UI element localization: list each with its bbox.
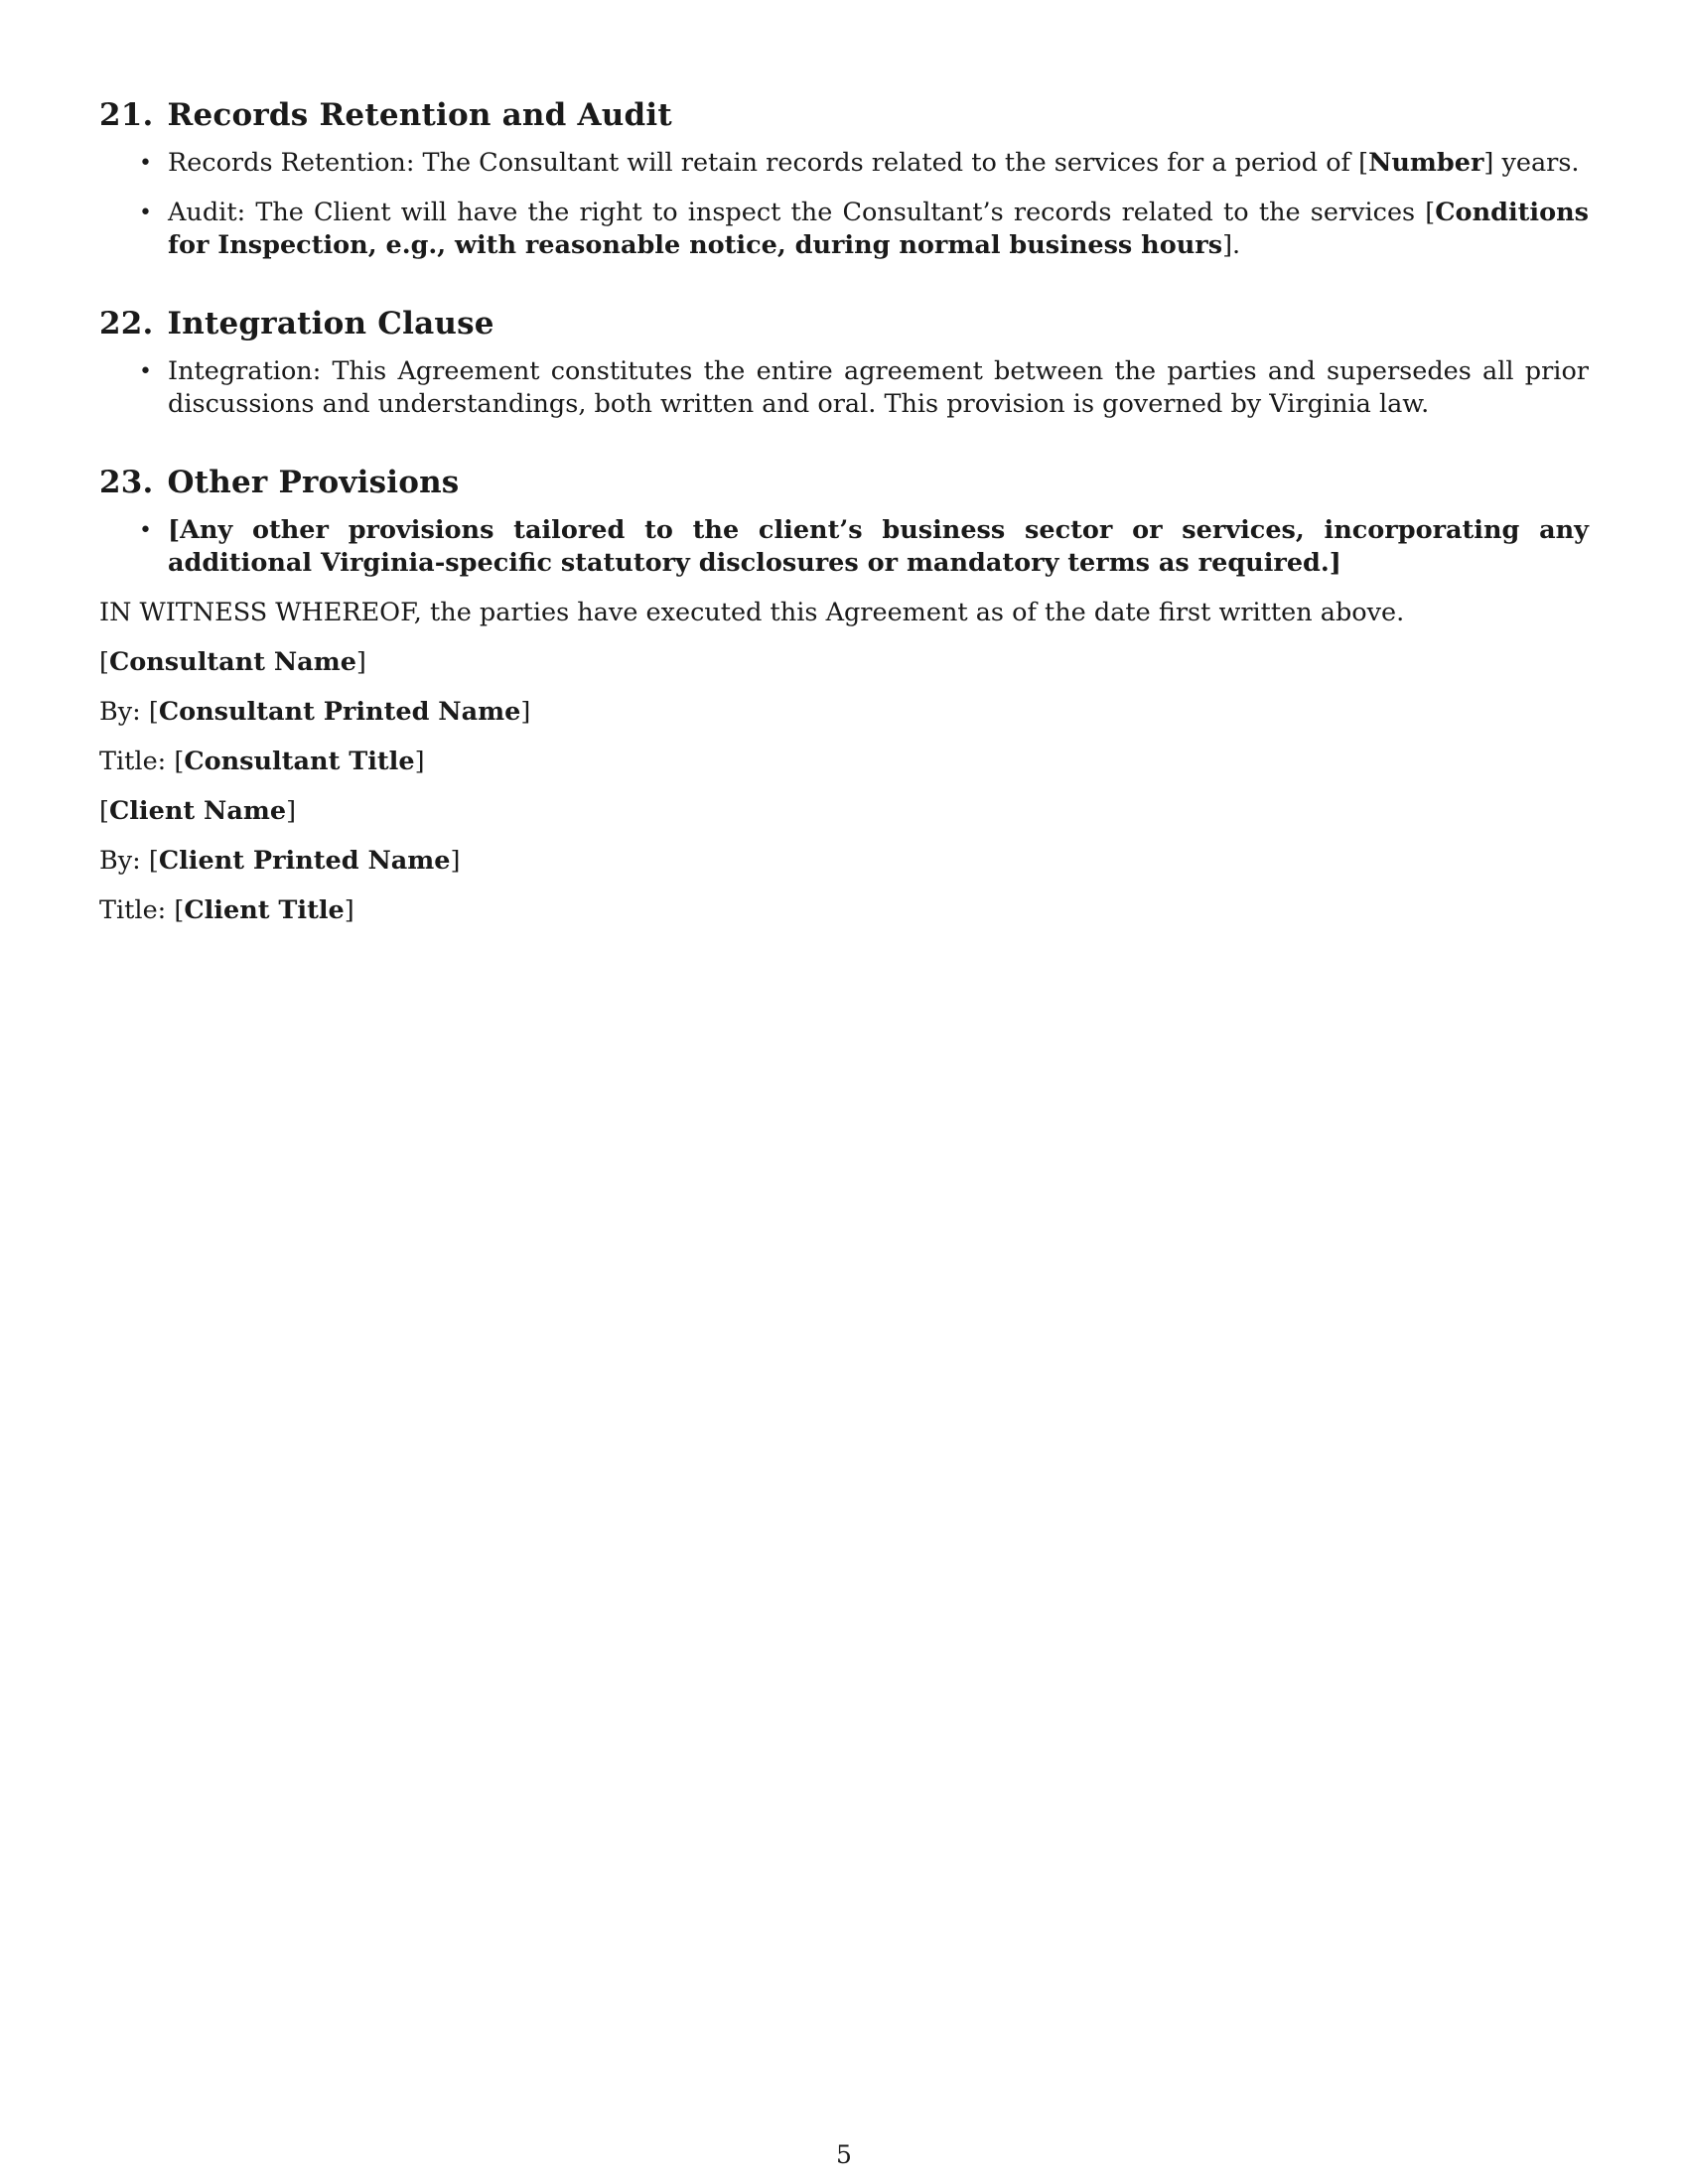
title-label: Title: (99, 895, 167, 925)
item-text: This Agreement constitutes the entire agreement between the parties and supersedes all prior discussions and understandings, both written and oral. This provision is governed by Virginia law. (168, 356, 1589, 419)
bullet-icon: • (139, 151, 152, 176)
section-number: 21. (99, 97, 154, 133)
section-21-heading (99, 95, 1589, 135)
list-item-integration (99, 355, 1589, 421)
section-22-list (99, 355, 1589, 421)
document-page (99, 95, 1589, 927)
bullet-icon: • (139, 518, 152, 543)
section-22-heading (99, 304, 1589, 343)
client-name-line: [Client Name] (99, 796, 297, 826)
placeholder-client-name: Client Name (108, 796, 287, 826)
placeholder-inspection-conditions: Conditions for Inspection, e.g., with reasonable notice, during normal business hours (168, 198, 1589, 260)
section-title: Integration Clause (167, 306, 494, 341)
consultant-by-line: By: [Consultant Printed Name] (99, 697, 531, 727)
witness-statement: IN WITNESS WHEREOF, the parties have executed this Agreement as of the date first written above. (99, 598, 1405, 627)
placeholder-consultant-name: Consultant Name (108, 647, 356, 677)
by-label: By: (99, 846, 141, 876)
placeholder-client-title: Client Title (184, 895, 345, 925)
title-label: Title: (99, 747, 167, 776)
placeholder-number: Number (1368, 148, 1484, 178)
client-title-line: Title: [Client Title] (99, 895, 354, 925)
list-item-other-provisions (99, 514, 1589, 580)
section-23-list (99, 514, 1589, 580)
by-label: By: (99, 697, 141, 727)
list-item-records-retention (99, 147, 1589, 180)
item-text: The Consultant will retain records related to the services for a period of [ (414, 148, 1369, 178)
consultant-name-line: [Consultant Name] (99, 647, 366, 677)
section-number: 22. (99, 306, 154, 341)
consultant-title-line: Title: [Consultant Title] (99, 747, 425, 776)
section-23-heading (99, 463, 1589, 502)
item-text: The Client will have the right to inspect the Consultant’s records related to the services [ (245, 198, 1436, 227)
placeholder-other-provisions: [Any other provisions tailored to the client’s business sector or services, incorporating any additional Virginia-specific statutory disclosures or mandatory terms as required.] (168, 515, 1589, 578)
client-by-line: By: [Client Printed Name] (99, 846, 461, 876)
placeholder-client-printed-name: Client Printed Name (158, 846, 451, 876)
section-number: 23. (99, 465, 154, 500)
item-label: Integration: (168, 356, 322, 386)
section-title: Other Provisions (167, 465, 460, 500)
bullet-icon: • (139, 201, 152, 225)
item-text-end: ]. (1222, 230, 1241, 260)
section-title: Records Retention and Audit (167, 97, 672, 133)
placeholder-consultant-title: Consultant Title (184, 747, 415, 776)
section-21-list (99, 147, 1589, 262)
bullet-icon: • (139, 359, 152, 384)
item-label: Records Retention: (168, 148, 415, 178)
item-text-end: ] years. (1483, 148, 1580, 178)
page-number: 5 (836, 2140, 852, 2169)
placeholder-consultant-printed-name: Consultant Printed Name (158, 697, 521, 727)
item-label: Audit: (168, 198, 246, 227)
list-item-audit (99, 197, 1589, 262)
